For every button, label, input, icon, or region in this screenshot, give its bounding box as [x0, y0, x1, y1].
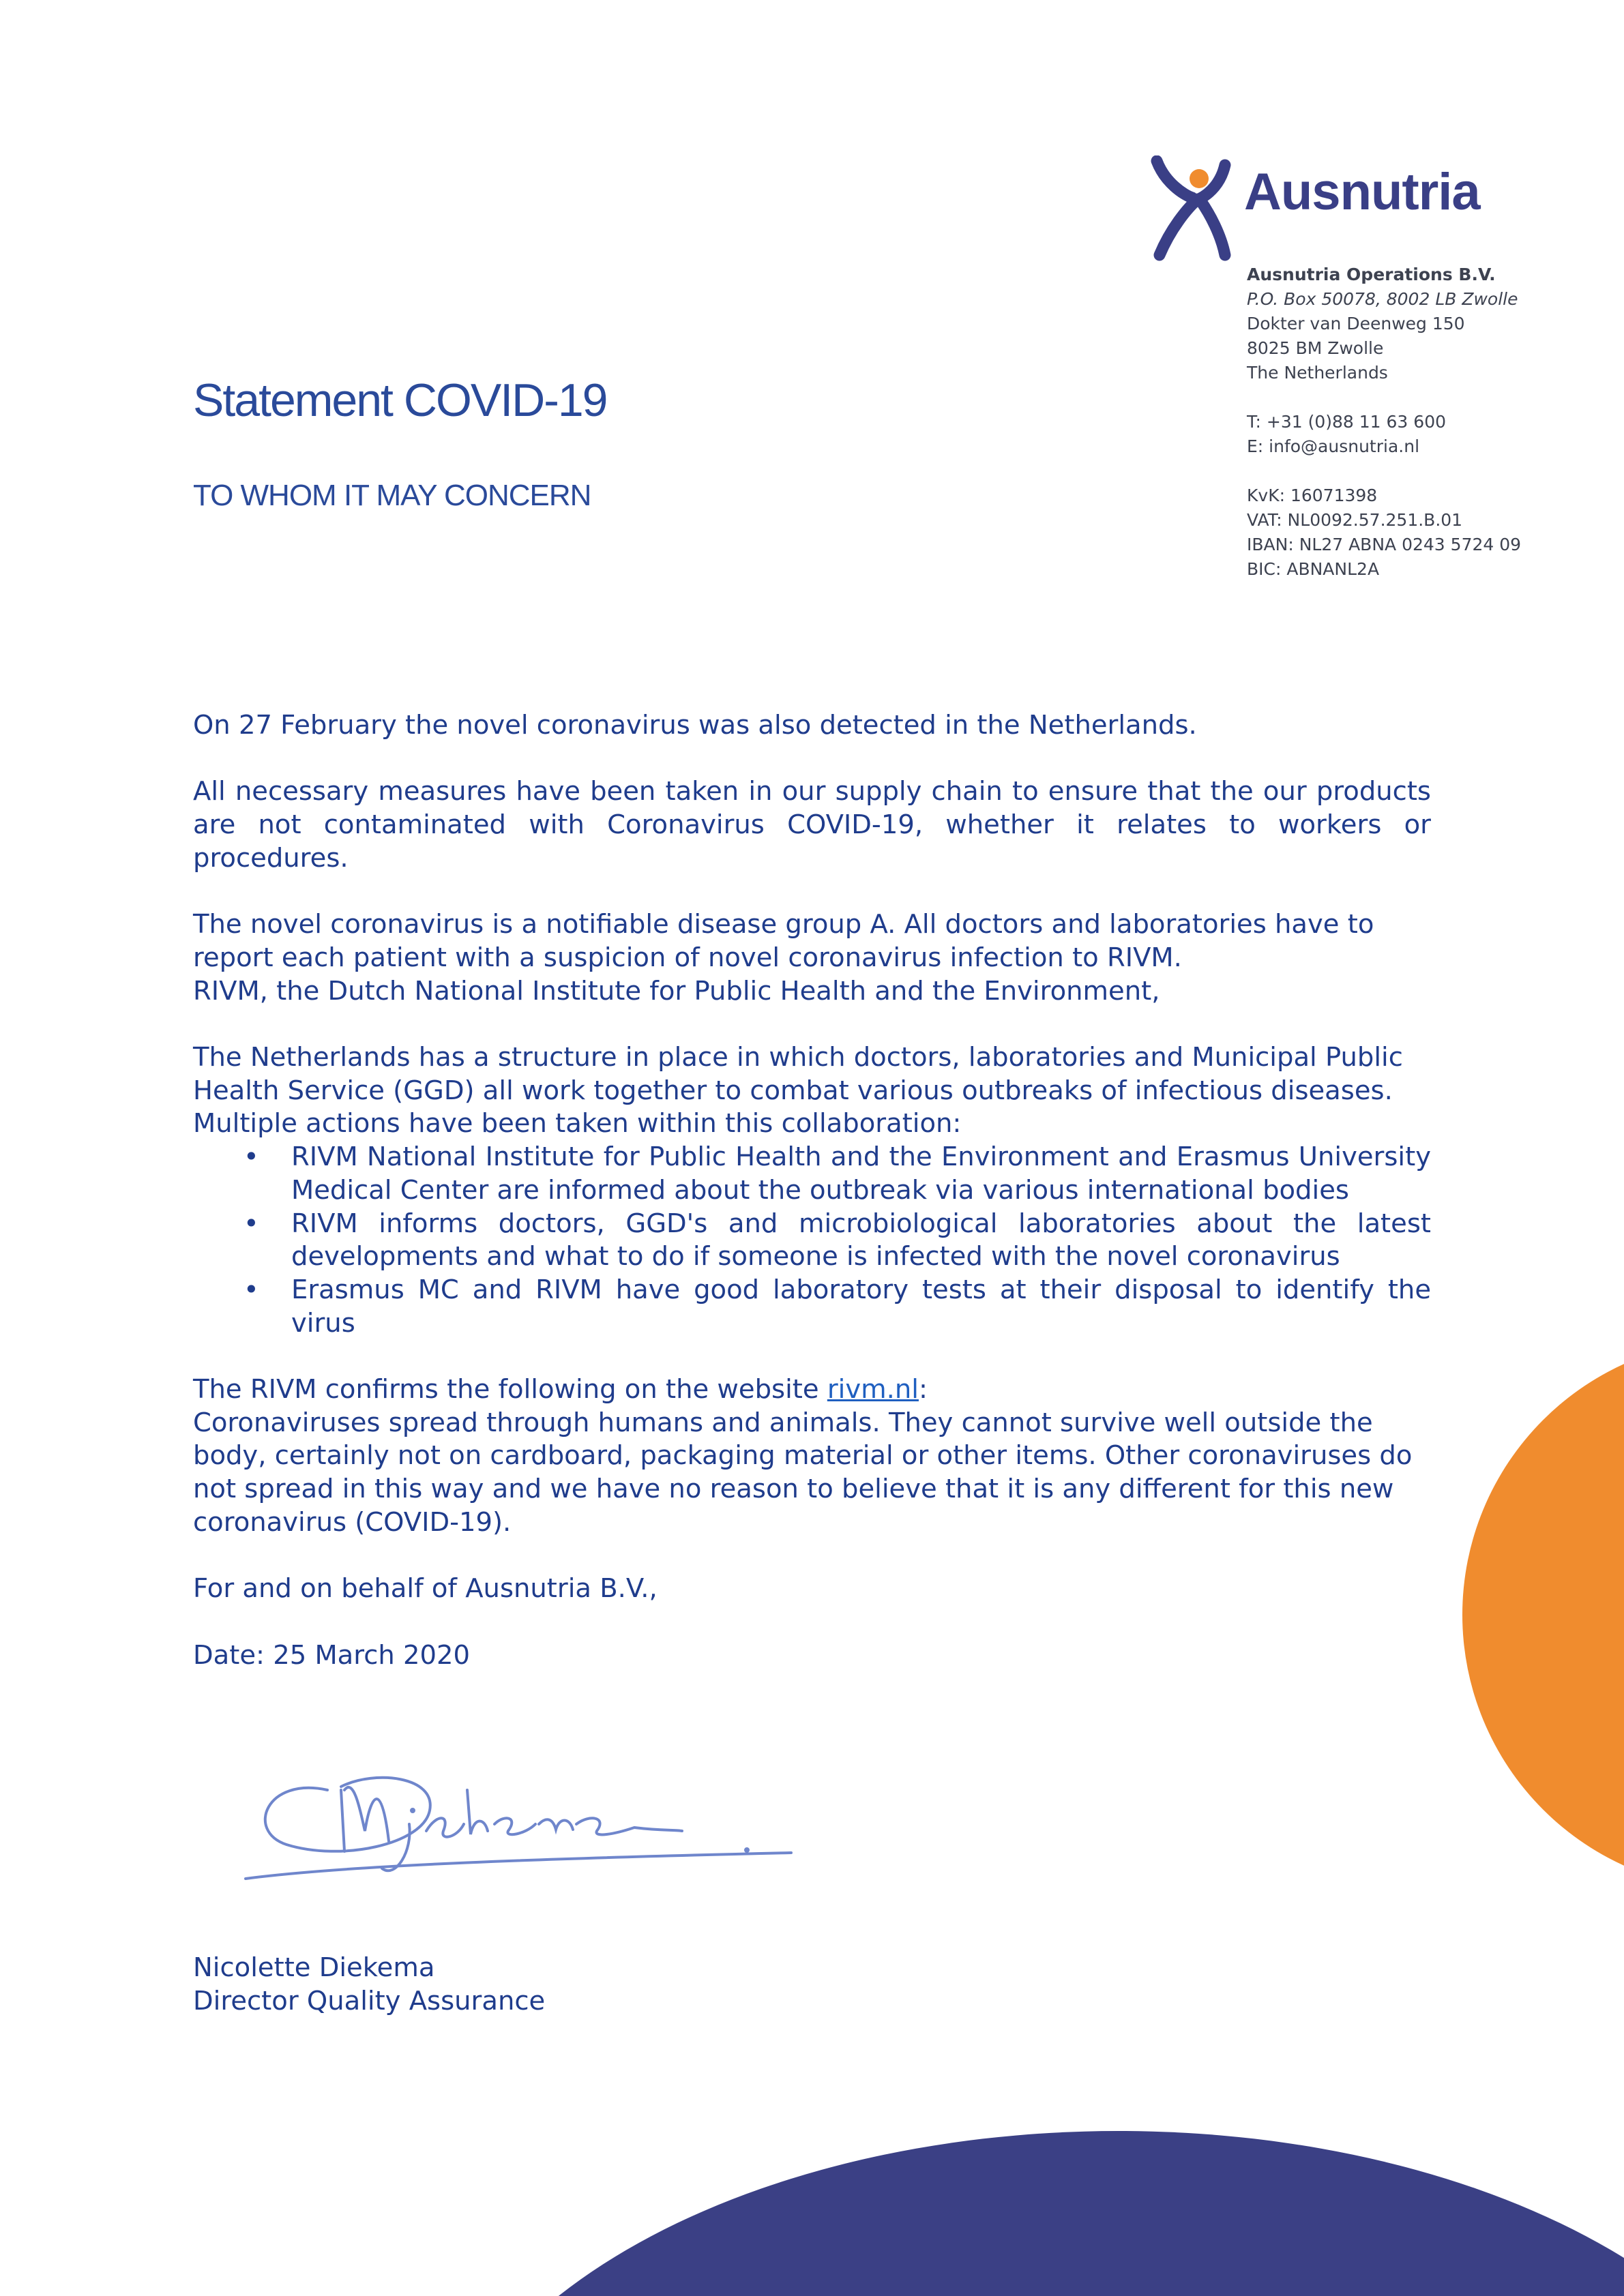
- signer-block: [193, 1952, 545, 2018]
- rivm-link[interactable]: rivm.nl: [827, 1374, 919, 1405]
- kvk-number: KvK: 16071398: [1247, 486, 1378, 505]
- paragraph-rivm-confirms: The RIVM confirms the following on the website rivm.nl:: [193, 1374, 928, 1405]
- paragraph-coronavirus-spread: Coronaviruses spread through humans and animals. They cannot survive well outside the body, certainly not on cardboard, packaging material or other items. Other coronaviruses do not spread in this way and we have no reason to believe that it is any different for this new coronavirus (COVID-19).: [193, 1407, 1413, 1538]
- bic-code: BIC: ABNANL2A: [1247, 559, 1380, 579]
- phone-number: T: +31 (0)88 11 63 600: [1247, 412, 1447, 432]
- paragraph-rivm-definition: RIVM, the Dutch National Institute for Public Health and the Environment,: [193, 975, 1160, 1007]
- paragraph-structure: The Netherlands has a structure in place in which doctors, laboratories and Municipal Public Health Service (GGD) all work together to combat various outbreaks of infectious diseases. Multiple actions have been taken within this collaboration:: [193, 1041, 1403, 1139]
- iban-number: IBAN: NL27 ABNA 0243 5724 09: [1247, 535, 1522, 554]
- company-address-block: [1247, 263, 1601, 582]
- street-address: Dokter van Deenweg 150: [1247, 314, 1465, 333]
- paragraph-notifiable-disease: The novel coronavirus is a notifiable disease group A. All doctors and laboratories have to report each patient with a suspicion of novel coronavirus infection to RIVM.: [193, 909, 1374, 973]
- vat-number: VAT: NL0092.57.251.B.01: [1247, 510, 1463, 530]
- letter-body: [193, 709, 1431, 1705]
- salutation: TO WHOM IT MAY CONCERN: [193, 479, 591, 512]
- signer-title: Director Quality Assurance: [193, 1985, 546, 2016]
- paragraph-detection: On 27 February the novel coronavirus was also detected in the Netherlands.: [193, 710, 1197, 741]
- bullet-icon: •: [243, 1274, 259, 1305]
- signer-name: Nicolette Diekema: [193, 1952, 435, 1983]
- orange-semicircle: [1462, 1339, 1624, 1890]
- paragraph-measures: All necessary measures have been taken in our supply chain to ensure that the our products are not contaminated with Coronavirus COVID-19, whether it relates to workers or procedures.: [193, 776, 1431, 874]
- document-title: Statement COVID-19: [193, 374, 607, 426]
- actions-list: [193, 1141, 1431, 1340]
- country: The Netherlands: [1247, 363, 1388, 383]
- brand-wordmark: Ausnutria: [1244, 163, 1480, 221]
- company-name: Ausnutria Operations B.V.: [1247, 265, 1496, 284]
- list-item: • Erasmus MC and RIVM have good laboratory tests at their disposal to identify the virus: [243, 1274, 1431, 1339]
- list-item: • RIVM National Institute for Public Health and the Environment and Erasmus University Medical Center are informed about the outbreak via various international bodies: [243, 1142, 1431, 1206]
- ausnutria-figure-icon: [1145, 155, 1240, 265]
- list-item: • RIVM informs doctors, GGD's and microbiological laboratories about the latest developments and what to do if someone is infected with the novel coronavirus: [243, 1208, 1431, 1272]
- handwritten-signature: [225, 1749, 812, 1899]
- company-logo: [1145, 155, 1513, 265]
- navy-arc-shape: [423, 2131, 1624, 2296]
- city-address: 8025 BM Zwolle: [1247, 338, 1384, 358]
- closing-line: For and on behalf of Ausnutria B.V.,: [193, 1573, 658, 1605]
- letter-date: Date: 25 March 2020: [193, 1639, 471, 1671]
- bullet-icon: •: [243, 1142, 259, 1173]
- po-box: P.O. Box 50078, 8002 LB Zwolle: [1247, 289, 1518, 309]
- bullet-icon: •: [243, 1208, 259, 1239]
- email-address: E: info@ausnutria.nl: [1247, 436, 1420, 456]
